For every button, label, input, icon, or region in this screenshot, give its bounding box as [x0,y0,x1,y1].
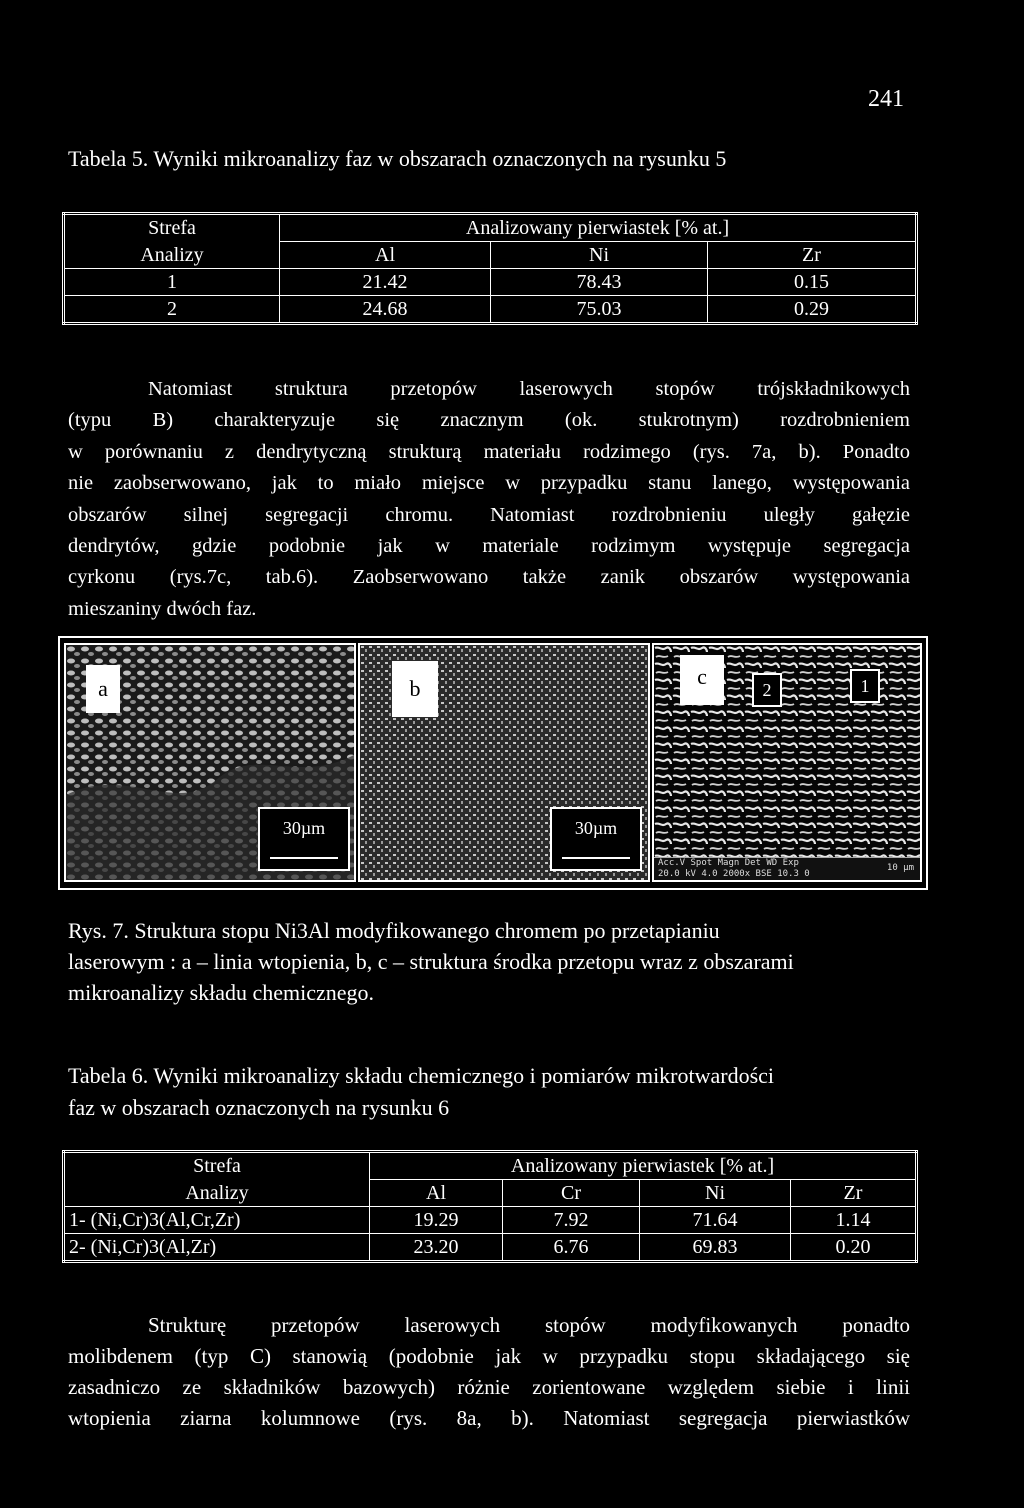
text-line: Strukturę przetopów laserowych stopów modyfikowanych ponadto [148,1313,910,1337]
table6-header-group: Analizowany pierwiastek [% at.] [370,1152,917,1180]
table6-cell: 69.83 [640,1234,791,1262]
table6-row-id: 1- (Ni,Cr)3(Al,Cr,Zr) [64,1207,370,1234]
table6-caption-line: Tabela 6. Wyniki mikroanalizy składu chemicznego i pomiarów mikrotwardości [68,1063,775,1088]
table-row [64,269,917,296]
table-row [64,296,917,324]
table-row [64,1234,917,1262]
micrograph-a [64,643,356,882]
text-line: dendrytów, gdzie podobnie jak w materiale rodzimym występuje segregacja [68,535,910,558]
table6-row-id: 2- (Ni,Cr)3(Al,Zr) [64,1234,370,1262]
table5-cell: 21.42 [280,269,491,296]
text-line: molibdenem (typ C) stanowią (podobnie jak w przypadku stopu składającego się [68,1344,910,1368]
table5 [62,212,918,325]
table5-col-header: Zr [708,242,917,269]
micrograph-b [358,643,650,882]
table5-col-header: Ni [491,242,708,269]
text-line: Natomiast struktura przetopów laserowych stopów trójskładnikowych [148,378,910,400]
table-row [64,1207,917,1234]
table5-cell: 0.29 [708,296,917,324]
sem-info-bar [654,857,920,880]
text-line: zasadniczo ze składników bazowych) różnie zorientowane względem siebie i linii [68,1375,910,1399]
panel-label-c: c [680,655,724,705]
panel-label-a: a [86,665,120,713]
scale-bar-a [258,807,350,871]
text-line: obszarów silnej segregacji chromu. Natomiast rozdrobnieniu uległy gałęzie [68,503,910,526]
table6-cell: 0.20 [791,1234,917,1262]
figure-caption-line: Rys. 7. Struktura stopu Ni3Al modyfikowanego chromem po przetapianiu [68,918,720,943]
text-line: (typu B) charakteryzuje się znacznym (ok. stukrotnym) rozdrobnieniem [68,409,910,432]
table5-cell: 78.43 [491,269,708,296]
table5-caption: Tabela 5. Wyniki mikroanalizy faz w obszarach oznaczonych na rysunku 5 [68,146,727,171]
table5-cell: 24.68 [280,296,491,324]
scale-label-b: 30µm [574,818,618,838]
text-line: wtopienia ziarna kolumnowe (rys. 8a, b). Natomiast segregacja pierwiastków [68,1406,910,1430]
text-line: w porównaniu z dendrytyczną strukturą materiału rodzimego (rys. 7a, b). Ponadto [68,440,910,463]
sem-scale-label: 10 µm [886,863,914,873]
table6-header-strefa: Strefa [64,1152,370,1180]
table5-cell: 75.03 [491,296,708,324]
table6-cell: 71.64 [640,1207,791,1234]
table6-col-header: Zr [791,1180,917,1207]
sem-info-line-1: Acc.V Spot Magn Det WD Exp [658,858,799,868]
sem-info-line-2: 20.0 kV 4.0 2000x BSE 10.3 0 [658,869,810,879]
table5-header-analizy: Analizy [64,242,280,269]
panel-label-b: b [392,661,438,717]
scale-label-a: 30µm [282,818,326,838]
table5-header-group: Analizowany pierwiastek [% at.] [280,214,917,242]
figure-caption-line: mikroanalizy składu chemicznego. [68,980,375,1005]
table6-caption [68,1060,774,1124]
scale-bar-b [550,807,642,871]
table6-header-analizy: Analizy [64,1180,370,1207]
table6-cell: 23.20 [370,1234,503,1262]
figure-caption-line: laserowym : a – linia wtopienia, b, c – struktura środka przetopu wraz z obszarami [68,949,794,974]
table5-row-id: 1 [64,269,280,296]
table6-cell: 7.92 [503,1207,640,1234]
table6-col-header: Cr [503,1180,640,1207]
scale-line-b [562,857,630,859]
table5-row-id: 2 [64,296,280,324]
table6-col-header: Al [370,1180,503,1207]
analysis-marker-1: 1 [850,669,880,703]
table5-header-strefa: Strefa [64,214,280,242]
table6-cell: 1.14 [791,1207,917,1234]
table6-cell: 19.29 [370,1207,503,1234]
table6-caption-line: faz w obszarach oznaczonych na rysunku 6 [68,1095,450,1120]
text-line: mieszaniny dwóch faz. [68,597,257,620]
table6-cell: 6.76 [503,1234,640,1262]
figure-caption [68,915,914,1008]
table6 [62,1150,918,1263]
table5-col-header: Al [280,242,491,269]
table5-cell: 0.15 [708,269,917,296]
analysis-marker-2: 2 [752,673,782,707]
text-line: nie zaobserwowano, jak to miało miejsce w przypadku stanu lanego, występowania [68,472,910,495]
paragraph-2 [68,1310,910,1434]
scale-line-a [270,857,338,859]
text-line: cyrkonu (rys.7c, tab.6). Zaobserwowano także zanik obszarów występowania [68,566,910,589]
table6-col-header: Ni [640,1180,791,1207]
micrograph-c [652,643,922,882]
paragraph-1 [68,374,910,625]
page-number: 241 [868,86,904,112]
